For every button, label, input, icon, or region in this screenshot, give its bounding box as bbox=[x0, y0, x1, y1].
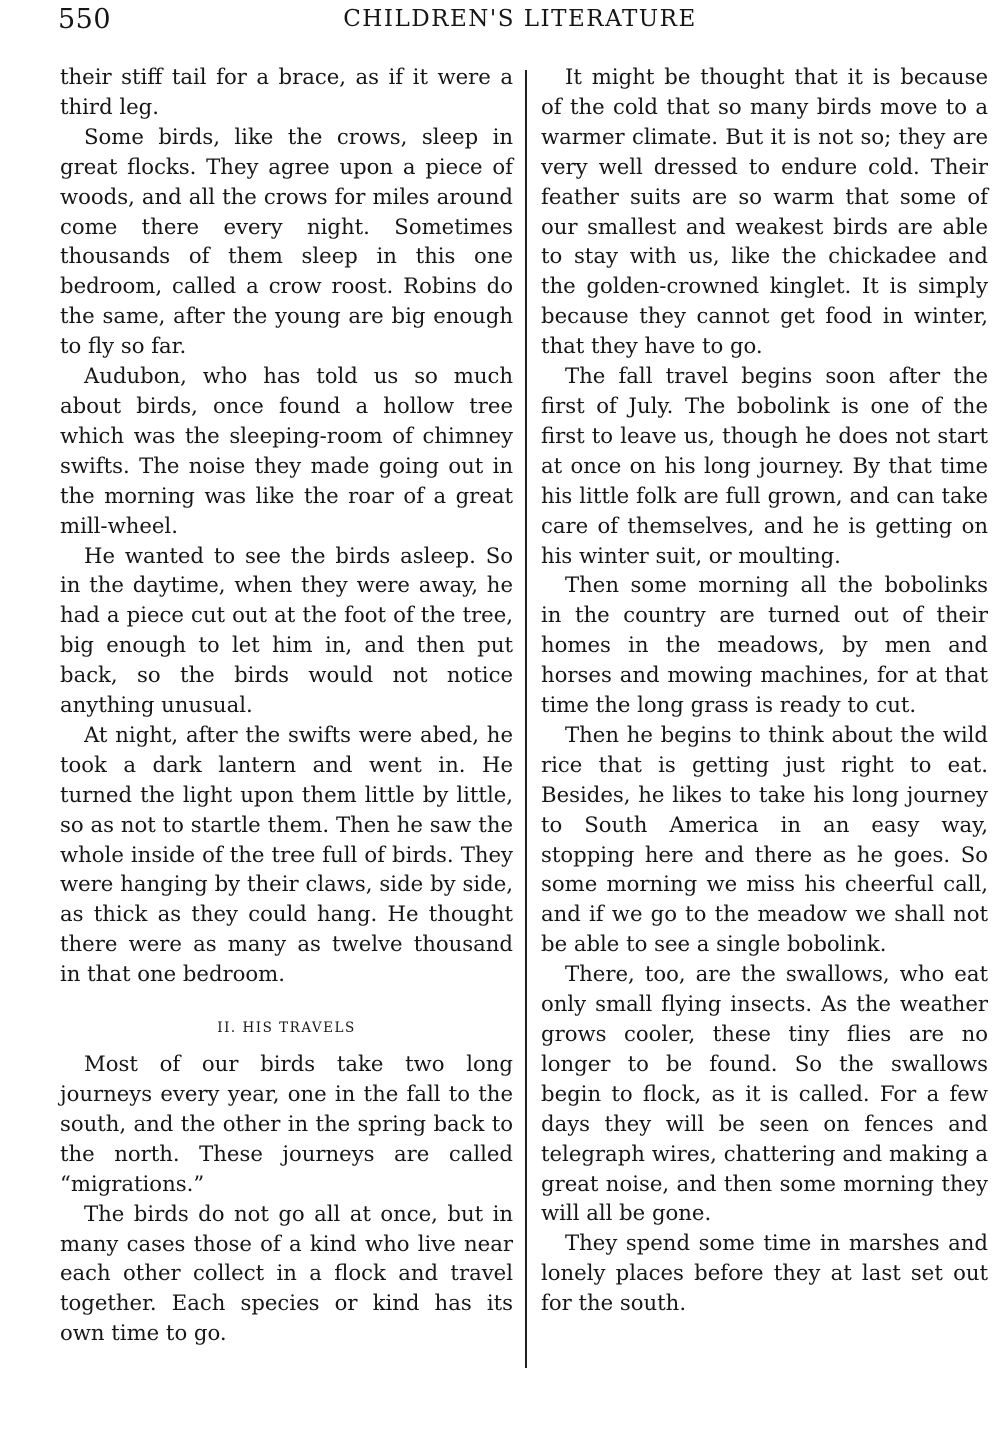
right-column bbox=[541, 62, 988, 1318]
paragraph: Then he begins to think about the wild rice that is getting just right to eat. Besides, he likes to take his long journey to South America in an easy way, stopping here and there as he goes. So some morning we miss his cheerful call, and if we go to the meadow we shall not be able to see a single bobolink. bbox=[541, 721, 988, 957]
paragraph: At night, after the swifts were abed, he took a dark lantern and went in. He turned the light upon them little by little, so as not to startle them. Then he saw the whole inside of the tree full of birds. They were hanging by their claws, side by side, as thick as they could hang. He thought there were as many as twelve thousand in that one bedroom. bbox=[60, 721, 513, 987]
paragraph: their stiff tail for a brace, as if it were a third leg. bbox=[60, 64, 513, 119]
paragraph: The birds do not go all at once, but in many cases those of a kind who live near each other collect in a flock and travel together. Each species or kind has its own time to go. bbox=[60, 1200, 513, 1346]
left-column bbox=[60, 62, 513, 1348]
paragraph: The fall travel begins soon after the first of July. The bobolink is one of the first to leave us, though he does not start at once on his long journey. By that time his little folk are full grown, and can take care of themselves, and he is getting on his winter suit, or moulting. bbox=[541, 363, 988, 568]
running-head: CHILDREN'S LITERATURE bbox=[343, 6, 697, 32]
paragraph: Some birds, like the crows, sleep in great flocks. They agree upon a piece of woods, and all the crows for miles around come there every night. Sometimes thousands of them sleep in this one bedroom, called a crow roost. Robins do the same, after the young are big enough to fly so far. bbox=[60, 123, 513, 359]
paragraph: He wanted to see the birds asleep. So in the daytime, when they were away, he had a piece cut out at the foot of the tree, big enough to let him in, and then put back, so the birds would not notice anything unusual. bbox=[60, 542, 513, 718]
page-number: 550 bbox=[58, 4, 112, 35]
paragraph: It might be thought that it is because of the cold that so many birds move to a warmer climate. But it is not so; they are very well dressed to endure cold. Their feather suits are so warm that some of our smallest and weakest birds are able to stay with us, like the chickadee and the golden-crowned kinglet. It is simply because they cannot get food in winter, that they have to go. bbox=[541, 64, 988, 359]
column-divider bbox=[525, 70, 527, 1368]
paragraph: There, too, are the swallows, who eat only small flying insects. As the weather grows cooler, these tiny flies are no longer to be found. So the swallows begin to flock, as it is called. For a few days they will be seen on fences and telegraph wires, chattering and making a great noise, and then some morning they will all be gone. bbox=[541, 961, 988, 1226]
section-heading: II. HIS TRAVELS bbox=[217, 1020, 356, 1037]
paragraph: Audubon, who has told us so much about birds, once found a hollow tree which was the sleeping-room of chimney swifts. The noise they made going out in the morning was like the roar of a great mill-wheel. bbox=[60, 363, 513, 538]
paragraph: Most of our birds take two long journeys every year, one in the fall to the south, and the other in the spring back to the north. These journeys are called “migrations.” bbox=[60, 1051, 513, 1196]
paragraph: Then some morning all the bobolinks in the country are turned out of their homes in the meadows, by men and horses and mowing machines, for at that time the long grass is ready to cut. bbox=[541, 572, 988, 718]
paragraph: They spend some time in marshes and lonely places before they at last set out for the south. bbox=[541, 1230, 988, 1316]
